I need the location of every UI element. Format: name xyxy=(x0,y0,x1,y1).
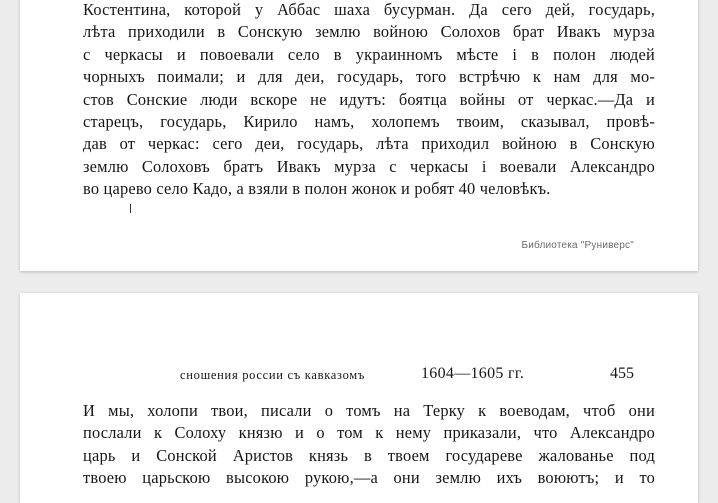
page-body-text xyxy=(83,0,655,201)
text-line: землю Солоховъ братъ Ивакъ мурза с черкасы і воевали Александро xyxy=(83,156,655,176)
running-head-years: 1604—1605 гг. xyxy=(421,365,525,382)
text-line: с черкасы и повоевали село в украинномъ мѣсте і в полон людей xyxy=(83,44,655,64)
text-line: во царево село Кадо, а взяли в полон жонок и робят 40 человѣкъ. xyxy=(83,179,551,199)
text-line: И мы, холопи твои, писали о томъ на Терку к воеводам, чтоб они xyxy=(83,401,655,420)
text-line: лѣта приходили в Сонскую землю войною Солохов брат Ивакъ мурза xyxy=(83,22,655,42)
page-bottom xyxy=(20,293,698,503)
ink-mark xyxy=(130,204,131,213)
running-head xyxy=(180,365,634,385)
page-body-text xyxy=(83,400,655,490)
text-line: Костентина, которой у Аббас шаха бусурман. Да сего дей, государь, xyxy=(83,0,655,19)
text-line: послали к Солоху князю и о том к нему приказали, что Александро xyxy=(83,423,655,443)
text-line: царь и Сонской Аристов князь в твоем государеве жалованье под xyxy=(83,445,655,465)
page-top xyxy=(20,0,698,271)
text-line: дав от черкас: сего деи, государь, лѣта приходил войною в Сонскую xyxy=(83,134,655,154)
running-head-title: сношения россии съ кавказомъ xyxy=(180,368,366,382)
text-line: старецъ, государь, Кирило намъ, холопемъ твоим, сказывал, провѣ- xyxy=(83,111,655,131)
text-line: твоею царьскою высокою рукою,—а они землю ихъ воюютъ; и то xyxy=(83,468,655,488)
page-number: 455 xyxy=(610,365,634,382)
text-line: чорныхъ поимали; и для деи, государь, того встрѣчю к нам для мо- xyxy=(83,67,655,87)
library-watermark: Библиотека "Руниверс" xyxy=(521,240,634,251)
text-line: стов Сонские люди вскоре не идутъ: боятца войны от черкас.—Да и xyxy=(83,89,655,109)
